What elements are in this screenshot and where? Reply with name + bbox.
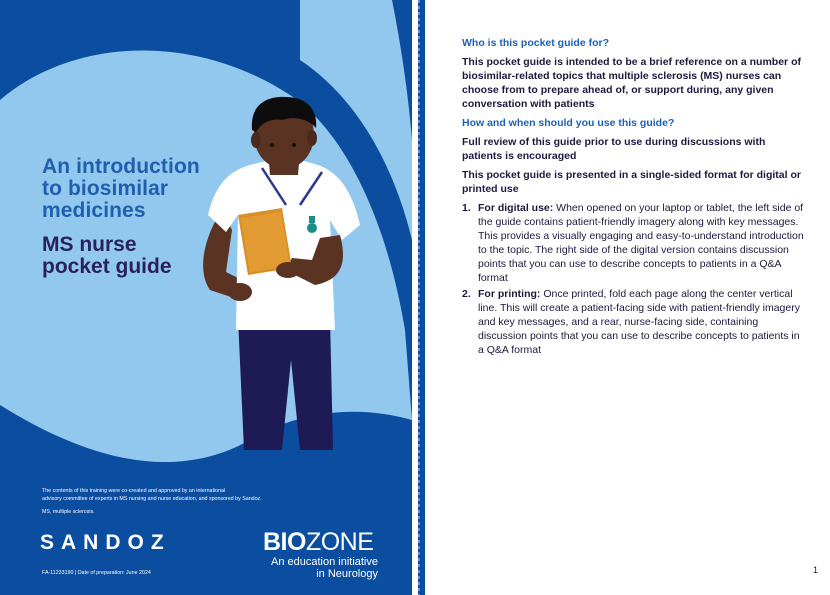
abbreviation-note: MS, multiple sclerosis.: [42, 509, 95, 515]
paragraph: Full review of this guide prior to use during discussions with patients is encouraged: [462, 136, 766, 162]
list-lead: For printing:: [478, 288, 541, 300]
biozone-tagline-line: An education initiative: [270, 556, 378, 568]
cover-subtitle-line: MS nurse: [42, 233, 137, 256]
disclaimer-text: [42, 487, 342, 503]
sandoz-logo: SANDOZ: [40, 531, 171, 554]
list-number: 2.: [462, 288, 471, 300]
list-item: [462, 201, 807, 285]
biozone-logo: [263, 528, 378, 580]
paragraph: This pocket guide is presented in a single-sided format for digital or printed use: [462, 169, 801, 195]
biozone-bold: BIO: [263, 528, 306, 556]
section-heading: How and when should you use this guide?: [462, 117, 675, 129]
cover-title: [42, 156, 242, 222]
list-number: 1.: [462, 202, 471, 214]
guide-content: [462, 36, 807, 359]
page-number: 1: [813, 565, 819, 575]
usage-list: [462, 201, 807, 357]
list-item: [462, 287, 807, 357]
biozone-light: ZONE: [305, 528, 374, 556]
cover-title-line: medicines: [42, 199, 146, 222]
list-text: Once printed, fold each page along the center vertical line. This will create a patient-facing side with patient-friendly imagery and key messages, and a rear, nurse-facing side, containing discussion points that you can use to describe concepts to patients in a Q&A format: [478, 288, 800, 356]
cover-title-line: An introduction: [42, 155, 200, 178]
document-code: FA-11233190 | Date of preparation: June 2024: [42, 570, 151, 576]
cover-title-line: to biosimilar: [42, 177, 169, 200]
cover-subtitle-line: pocket guide: [42, 255, 172, 278]
biozone-wordmark: [263, 528, 378, 556]
biozone-tagline-line: in Neurology: [316, 568, 378, 580]
paragraph: This pocket guide is intended to be a brief reference on a number of biosimilar-related topics that multiple sclerosis (MS) nurses can choose from to prepare ahead of, or support during, any given conversation with patients: [462, 56, 801, 110]
disclaimer-line: advisory committee of experts in MS nursing and nurse education, and sponsored by Sandoz.: [42, 496, 262, 502]
list-lead: For digital use:: [478, 202, 554, 214]
biozone-tagline: [263, 556, 378, 580]
list-text: When opened on your laptop or tablet, the left side of the guide contains patient-friendly imagery along with key messages. This provides a visually engaging and easy-to-understand introduction to the topic. The right side of the digital version contains discussion points that you can use to describe concepts to patients in a Q&A format: [478, 202, 804, 284]
cover-subtitle: [42, 234, 242, 278]
disclaimer-line: The contents of this training were co-created and approved by an international: [42, 488, 226, 494]
section-heading: Who is this pocket guide for?: [462, 37, 609, 49]
